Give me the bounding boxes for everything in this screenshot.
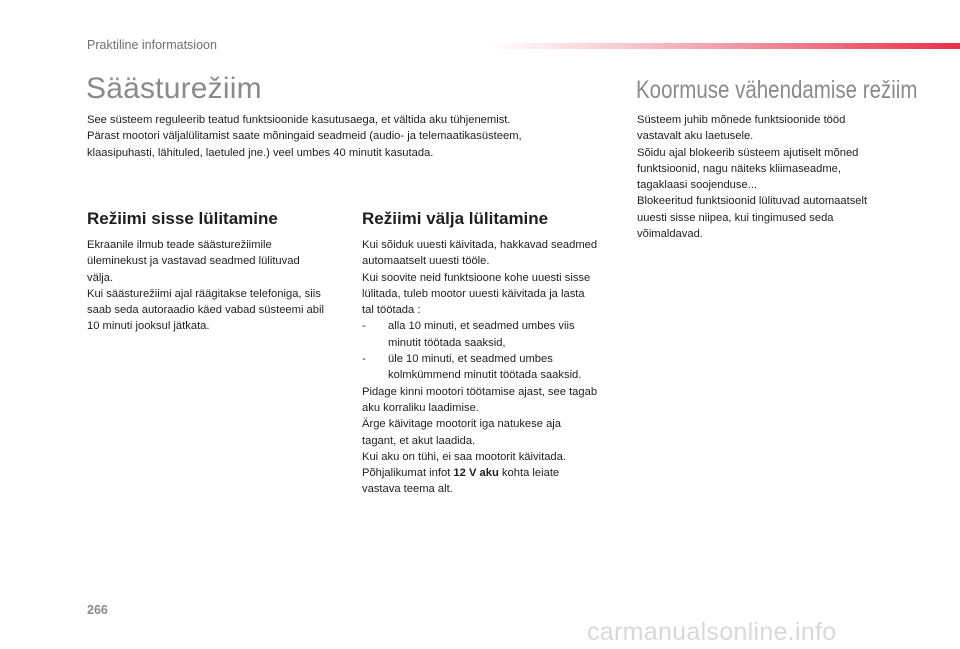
body-line: Kui aku on tühi, ei saa mootorit käivitada. [362,450,566,463]
header-accent-bar [488,43,960,49]
body-line: tagant, et akut laadida. [362,434,476,447]
intro-text [87,112,567,161]
body-line: vastava teema alt. [362,483,453,496]
bullet-dash: - [362,353,366,366]
side-line: Süsteem juhib mõnede funktsioonide tööd [637,114,846,126]
side-line: Blokeeritud funktsioonid lülituvad automaatselt [637,195,868,208]
bullet-line: üle 10 minuti, et seadmed umbes [388,353,553,366]
bullet-dash: - [362,320,366,333]
intro-line: See süsteem reguleerib teatud funktsioonide kasutusaega, et vältida aku tühjenemist. [87,114,511,126]
intro-line: klaasipuhasti, lähituled, laetuled jne.) veel umbes 40 minutit kasutada. [87,146,434,159]
watermark: carmanualsonline.info [587,618,837,646]
body-line: tal töötada : [362,304,421,317]
body-line: lülitada, tuleb mootor uuesti käivitada ja lasta [362,287,585,300]
body-line: üleminekust ja vastavad seadmed lülituvad [87,255,300,268]
activation-body [87,237,349,335]
heading-activation: Režiimi sisse lülitamine [87,209,278,228]
body-line: välja. [87,271,114,284]
side-title: Koormuse vähendamise režiim [636,76,918,104]
bullet-item [362,351,624,384]
body-line: automaatselt uuesti tööle. [362,255,490,268]
bullet-line: kolmkümmend minutit töötada saaksid. [388,369,582,382]
side-line: tagaklaasi soojenduse... [637,179,758,192]
side-line: vastavalt aku laetusele. [637,130,754,143]
side-body [637,112,892,242]
side-line: Sõidu ajal blokeerib süsteem ajutiselt mõned [637,146,859,159]
bullet-line: minutit töötada saaksid, [388,336,506,349]
bullet-text [388,318,624,351]
cross-reference-prefix: Põhjalikumat infot [362,467,454,480]
body-line: 10 minuti jooksul jätkata. [87,320,210,333]
body-line: Pidage kinni mootori töötamise ajast, see tagab [362,385,598,398]
cross-reference-line [362,465,624,481]
body-line: Kui soovite neid funktsioone kohe uuesti sisse [362,271,591,284]
cross-reference-suffix: kohta leiate [498,467,560,480]
page-title: Säästurežiim [86,72,262,105]
bullet-item [362,318,624,351]
body-line: Ärge käivitage mootorit iga natukese aja [362,418,562,431]
body-line: Kui säästurežiimi ajal räägitakse telefoniga, siis [87,287,321,300]
heading-deactivation: Režiimi välja lülitamine [362,209,549,228]
side-line: funktsioonid, nagu näiteks kliimaseadme, [637,162,841,175]
section-label: Praktiline informatsioon [87,38,217,52]
bullet-line: alla 10 minuti, et seadmed umbes viis [388,320,575,333]
body-line: Kui sõiduk uuesti käivitada, hakkavad seadmed [362,239,598,251]
page-number: 266 [87,603,108,617]
side-line: uuesti sisse niipea, kui tingimused seda [637,211,834,224]
body-line: Ekraanile ilmub teade säästurežiimile [87,239,272,251]
body-line: aku korraliku laadimise. [362,401,479,414]
body-line: saab seda autoraadio käed vabad süsteemi abil [87,304,324,317]
deactivation-body [362,237,624,498]
side-line: võimaldavad. [637,228,703,241]
bullet-text [388,351,624,384]
intro-line: Pärast mootori väljalülitamist saate mõningaid seadmeid (audio- ja telemaatikasüsteem, [87,130,522,143]
cross-reference-topic: 12 V aku [453,467,499,480]
